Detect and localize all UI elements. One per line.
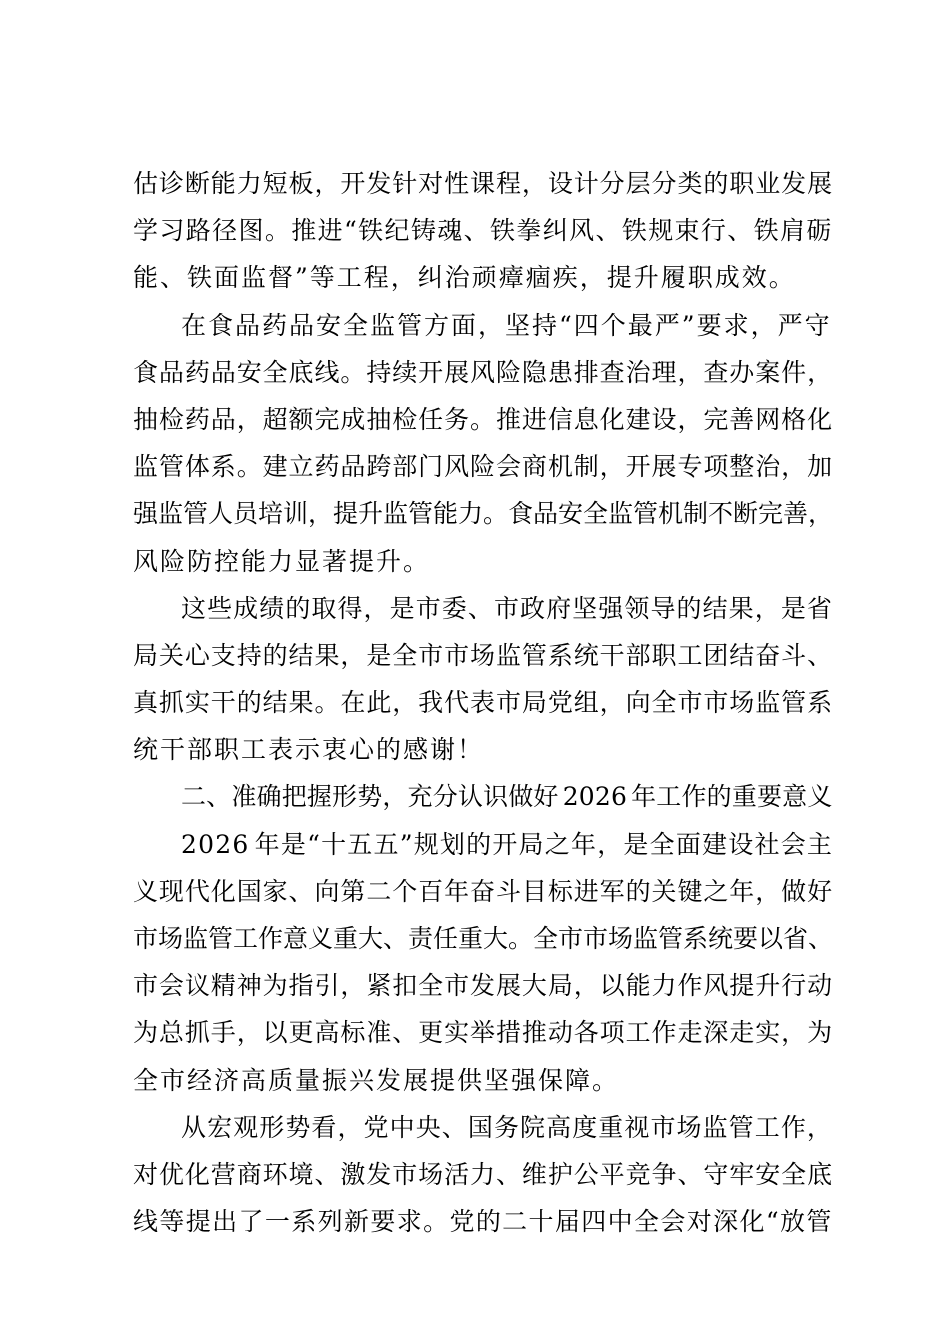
text-line: 二、准确把握形势，充分认识做好 2026 年工作的重要意义 bbox=[181, 782, 833, 812]
text-line: 统干部职工表示衷心的感谢！ bbox=[133, 735, 485, 765]
text-line: 食品药品安全底线。持续开展风险隐患排查治理，查办案件， bbox=[133, 357, 834, 387]
text-line: 估诊断能力短板，开发针对性课程，设计分层分类的职业发展 bbox=[133, 169, 834, 198]
text-line: 义现代化国家、向第二个百年奋斗目标进军的关键之年，做好 bbox=[133, 876, 834, 906]
text-line: 市会议精神为指引，紧扣全市发展大局，以能力作风提升行动 bbox=[133, 971, 834, 1001]
text-line: 局关心支持的结果，是全市市场监管系统干部职工团结奋斗、 bbox=[133, 640, 834, 670]
text-line: 真抓实干的结果。在此，我代表市局党组，向全市市场监管系 bbox=[133, 688, 834, 718]
text-line: 监管体系。建立药品跨部门风险会商机制，开展专项整治，加 bbox=[133, 452, 834, 482]
text-line: 全市经济高质量振兴发展提供坚强保障。 bbox=[133, 1065, 620, 1095]
text-line: 对优化营商环境、激发市场活力、维护公平竞争、守牢安全底 bbox=[133, 1159, 834, 1189]
text-line: 学习路径图。推进“铁纪铸魂、铁拳纠风、铁规束行、铁肩砺 bbox=[133, 216, 833, 246]
document-body bbox=[133, 160, 833, 1245]
text-line: 能、铁面监督”等工程，纠治顽瘴痼疾，提升履职成效。 bbox=[133, 263, 796, 293]
text-line: 强监管人员培训，提升监管能力。食品安全监管机制不断完善， bbox=[133, 499, 834, 529]
text-line: 线等提出了一系列新要求。党的二十届四中全会对深化“放管 bbox=[133, 1207, 833, 1237]
text-line: 这些成绩的取得，是市委、市政府坚强领导的结果，是省 bbox=[181, 593, 834, 623]
text-line: 为总抓手，以更高标准、更实举措推动各项工作走深走实，为 bbox=[133, 1018, 834, 1048]
text-line: 风险防控能力显著提升。 bbox=[133, 546, 431, 576]
text-line: 市场监管工作意义重大、责任重大。全市市场监管系统要以省、 bbox=[133, 924, 834, 953]
text-line: 在食品药品安全监管方面，坚持“四个最严”要求，严守 bbox=[181, 310, 832, 340]
text-line: 从宏观形势看，党中央、国务院高度重视市场监管工作， bbox=[181, 1112, 834, 1142]
text-line: 抽检药品，超额完成抽检任务。推进信息化建设，完善网格化 bbox=[133, 404, 834, 434]
text-line: 2026 年是“十五五”规划的开局之年，是全面建设社会主 bbox=[181, 829, 834, 859]
